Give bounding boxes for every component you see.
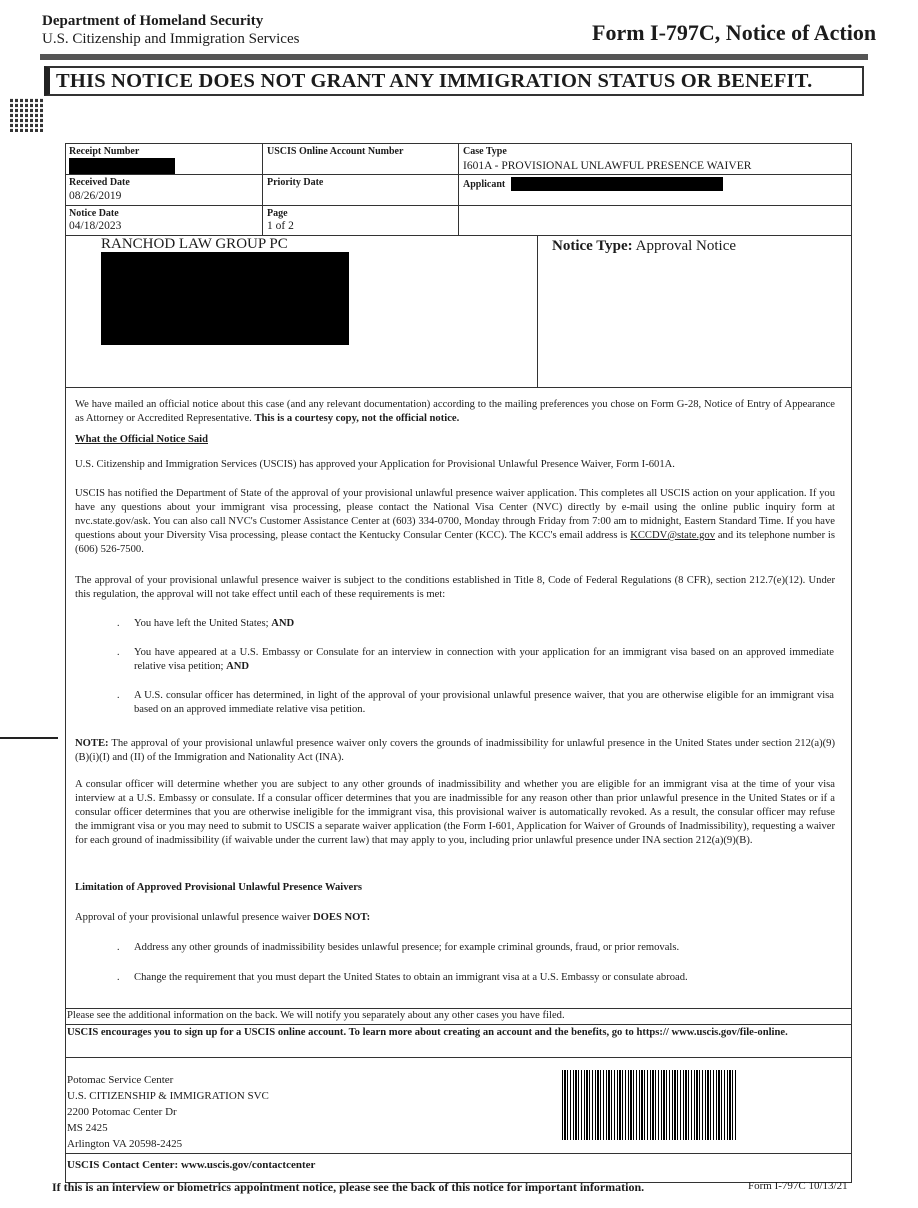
bullet-marker: . — [117, 647, 120, 658]
priority-date-cell — [262, 174, 459, 206]
approval-paragraph: U.S. Citizenship and Immigration Services (USCIS) has approved your Application for Provisional Unlawful Presence Waiver, Form I-601A. — [75, 459, 675, 470]
case-type-value: I601A - PROVISIONAL UNLAWFUL PRESENCE WAIVER — [463, 160, 752, 172]
address-line: MS 2425 — [67, 1122, 108, 1134]
redaction-bar — [69, 158, 175, 174]
applicant-cell — [458, 174, 852, 206]
notice-date-value: 04/18/2023 — [69, 220, 122, 232]
bottom-divider — [65, 1008, 852, 1009]
requirement-text: You have left the United States; — [134, 618, 272, 629]
note-text: The approval of your provisional unlawful presence waiver only covers the grounds of inadmissibility for unlawful presence in the United States under section 212(a)(9)(B)(i)(I) and (II) of the Immigration and Nationality Act (INA). — [75, 738, 835, 763]
receipt-number-cell — [65, 143, 263, 175]
courtesy-emphasis: This is a courtesy copy, not the official notice. — [254, 413, 460, 424]
page-value: 1 of 2 — [267, 220, 294, 232]
header-rule — [40, 54, 868, 60]
requirement-item — [134, 617, 834, 631]
requirement-item: A U.S. consular officer has determined, in light of the approval of your provisional unlawful presence waiver, that you are otherwise eligible for an immigrant visa based on an approved immediate relative visa petition. — [134, 690, 834, 715]
agency-name: Department of Homeland Security — [42, 13, 264, 29]
service-center-address — [67, 1072, 269, 1152]
qr-code-icon — [10, 98, 44, 132]
received-date-value: 08/26/2019 — [69, 190, 122, 202]
notice-type-value: Approval Notice — [635, 238, 737, 254]
agency-subname: U.S. Citizenship and Immigration Services — [42, 31, 300, 47]
additional-info: Please see the additional information on the back. We will notify you separately about any other cases you have filed. — [67, 1010, 565, 1021]
limitation-intro — [75, 911, 835, 925]
online-account-label: USCIS Online Account Number — [267, 146, 404, 157]
online-account-cell — [262, 143, 459, 175]
page-label: Page — [267, 208, 288, 219]
official-notice-heading: What the Official Notice Said — [75, 434, 208, 445]
nvc-text-end: and its telephone number is (606) 526-7500. — [75, 530, 835, 555]
firm-name: RANCHOD LAW GROUP PC — [101, 236, 288, 252]
receipt-number-label: Receipt Number — [69, 146, 140, 157]
limitation-does-not: DOES NOT: — [313, 912, 371, 923]
address-redaction — [101, 252, 349, 345]
priority-date-label: Priority Date — [267, 177, 324, 188]
redaction-bar — [511, 177, 723, 191]
notice-date-label: Notice Date — [69, 208, 119, 219]
limitation-item: Change the requirement that you must depart the United States to obtain an immigrant visa at a U.S. Embassy or consulate abroad. — [134, 972, 688, 983]
limitation-intro-text: Approval of your provisional unlawful presence waiver — [75, 912, 313, 923]
contact-divider — [65, 1153, 852, 1154]
case-type-cell — [458, 143, 852, 175]
contact-center: USCIS Contact Center: www.uscis.gov/contactcenter — [67, 1159, 316, 1171]
notice-type-label: Notice Type: — [552, 238, 633, 254]
footer-note: If this is an interview or biometrics appointment notice, please see the back of this notice for important information. — [52, 1180, 645, 1194]
requirement-and: AND — [271, 618, 295, 629]
address-line: 2200 Potomac Center Dr — [67, 1106, 177, 1118]
notice-date-cell — [65, 205, 263, 236]
received-date-cell — [65, 174, 263, 206]
online-account-notice: USCIS encourages you to sign up for a USCIS online account. To learn more about creating an account and the benefits, go to https:// www.uscis.gov/file-online. — [67, 1027, 788, 1038]
form-edition: Form I-797C 10/13/21 — [748, 1180, 848, 1192]
note-paragraph — [75, 737, 835, 765]
courtesy-paragraph — [75, 398, 835, 426]
barcode-icon — [562, 1070, 738, 1140]
address-line: Potomac Service Center — [67, 1074, 174, 1086]
bullet-marker: . — [117, 618, 120, 629]
blank-cell — [458, 205, 852, 236]
applicant-label: Applicant — [463, 179, 506, 190]
banner-text: THIS NOTICE DOES NOT GRANT ANY IMMIGRATION STATUS OR BENEFIT. — [56, 70, 813, 92]
limitation-heading: Limitation of Approved Provisional Unlawful Presence Waivers — [75, 882, 363, 893]
requirement-and: AND — [226, 661, 250, 672]
requirement-text: You have appeared at a U.S. Embassy or Consulate for an interview in connection with your application for an immigrant visa based on an approved immediate relative visa petition; — [134, 647, 834, 672]
info-divider — [65, 1024, 852, 1025]
bullet-marker: . — [117, 972, 120, 983]
status-banner — [44, 66, 864, 96]
address-line: U.S. CITIZENSHIP & IMMIGRATION SVC — [67, 1090, 269, 1102]
consular-paragraph: A consular officer will determine whether you are subject to any other grounds of inadmissibility and whether you are eligible for an immigrant visa at the time of your visa interview at a U.S. Embassy or consulate. If a consular officer determines that you are inadmissible for any reason other than prior unlawful presence in the United States or if a consular officer determines that you are otherwise ineligible for the immigrant visa, this provisional waiver is automatically revoked. As a result, the consular officer may refuse the immigrant visa or you may need to submit to USCIS a separate waiver application (the Form I-601, Application for Waiver of Grounds of Inadmissibility), requesting a waiver for each ground of inadmissibility (if waivable under the current law) that may apply to you, including prior unlawful presence under INA section 212(a)(9)(B). — [75, 779, 835, 846]
bullet-marker: . — [117, 690, 120, 701]
nvc-text: USCIS has notified the Department of State of the approval of your provisional unlawful presence waiver application. This completes all USCIS action on your application. If you have any questions about your immigrant visa processing, please contact the National Visa Center (NVC) directly by e-mail using the online public inquiry form at nvc.state.gov/ask. You can also call NVC's Customer Assistance Center at (603) 334-0700, Monday through Friday from 7:00 am to midnight, Eastern Standard Time. If you have questions about your Diversity Visa processing, please contact the Kentucky Consular Center (KCC). The KCC's email address is — [75, 488, 835, 541]
address-line: Arlington VA 20598-2425 — [67, 1138, 183, 1150]
section-divider — [65, 387, 852, 388]
bullet-marker: . — [117, 942, 120, 953]
conditions-paragraph: The approval of your provisional unlawful presence waiver is subject to the conditions established in Title 8, Code of Federal Regulations (8 CFR), section 212.7(e)(12). Under this regulation, the approval will not take effect until each of these requirements is met: — [75, 575, 835, 600]
kcc-email-link[interactable]: KCCDV@state.gov — [630, 530, 716, 541]
note-label: NOTE: — [75, 738, 109, 749]
received-date-label: Received Date — [69, 177, 130, 188]
page-cell — [262, 205, 459, 236]
requirement-item — [134, 646, 834, 674]
form-title: Form I-797C, Notice of Action — [592, 20, 877, 45]
case-type-label: Case Type — [463, 146, 507, 157]
notice-type-divider — [537, 236, 538, 388]
margin-mark — [0, 737, 58, 739]
nvc-paragraph — [75, 487, 835, 557]
notice-type — [552, 238, 736, 255]
address-divider — [65, 1057, 852, 1058]
limitation-item: Address any other grounds of inadmissibility besides unlawful presence; for example criminal grounds, fraud, or prior removals. — [134, 942, 680, 953]
courtesy-text: We have mailed an official notice about this case (and any relevant documentation) according to the mailing preferences you chose on Form G-28, Notice of Entry of Appearance as Attorney or Accredited Representative. — [75, 399, 835, 424]
